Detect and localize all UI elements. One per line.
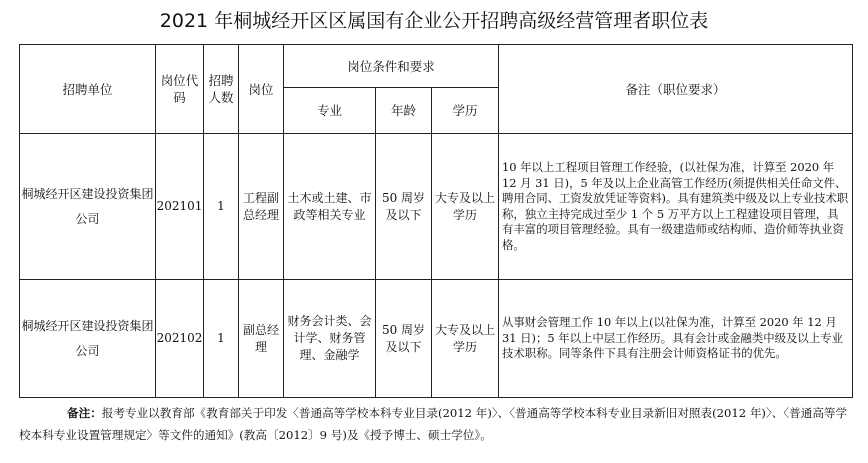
page-title: 2021 年桐城经开区区属国有企业公开招聘高级经营管理者职位表	[159, 10, 709, 32]
header-code: 岗位代码	[156, 45, 204, 134]
footer-text: 报考专业以教育部《教育部关于印发〈普通高等学校本科专业目录(2012 年)〉、〈普通高等学校本科专业目录新旧对照表(2012 年)〉、〈普通高等学校本科专业设置管理规定〉等文件的通知》(教高〔2012〕9 号)及《授予博士、硕士学位》。	[19, 406, 848, 442]
table-row	[20, 280, 853, 398]
cell-position: 工程副总经理	[239, 134, 284, 280]
cell-education: 大专及以上学历	[432, 280, 499, 398]
cell-education: 大专及以上学历	[432, 134, 499, 280]
header-conditions: 岗位条件和要求	[284, 45, 499, 88]
header-unit: 招聘单位	[20, 45, 156, 134]
cell-remarks: 10 年以上工程项目管理工作经验，(以社保为准，计算至 2020 年 12 月 31 日)，5 年及以上企业高管工作经历(须提供相关任命文件、聘用合同、工资发放凭证等资料)。具有建筑类中级及以上专业技术职称，独立主持完成过至少 1 个 5 万平方以上工程建设项目管理，具有丰富的项目管理经验。具有一级建造师或结构师、造价师等执业资格。	[499, 134, 853, 280]
footer-note	[19, 402, 852, 446]
positions-table	[19, 44, 853, 398]
header-major: 专业	[284, 88, 376, 134]
cell-count: 1	[204, 134, 239, 280]
cell-code: 202101	[156, 134, 204, 280]
cell-major: 土木或土建、市政等相关专业	[284, 134, 376, 280]
header-age: 年龄	[376, 88, 432, 134]
cell-unit: 桐城经开区建设投资集团公司	[20, 134, 156, 280]
cell-remarks: 从事财会管理工作 10 年以上(以社保为准，计算至 2020 年 12 月 31 日)；5 年以上中层工作经历。具有会计或金融类中级及以上专业技术职称。同等条件下具有注册会计师资格证书的优先。	[499, 280, 853, 398]
cell-age: 50 周岁及以下	[376, 134, 432, 280]
header-education: 学历	[432, 88, 499, 134]
header-count: 招聘人数	[204, 45, 239, 134]
cell-age: 50 周岁及以下	[376, 280, 432, 398]
cell-position: 副总经理	[239, 280, 284, 398]
header-remarks: 备注（职位要求）	[499, 45, 853, 134]
footer-label: 备注：	[67, 406, 102, 420]
cell-unit: 桐城经开区建设投资集团公司	[20, 280, 156, 398]
cell-count: 1	[204, 280, 239, 398]
cell-code: 202102	[156, 280, 204, 398]
header-position: 岗位	[239, 45, 284, 134]
table-row	[20, 134, 853, 280]
cell-major: 财务会计类、会计学、财务管理、金融学	[284, 280, 376, 398]
